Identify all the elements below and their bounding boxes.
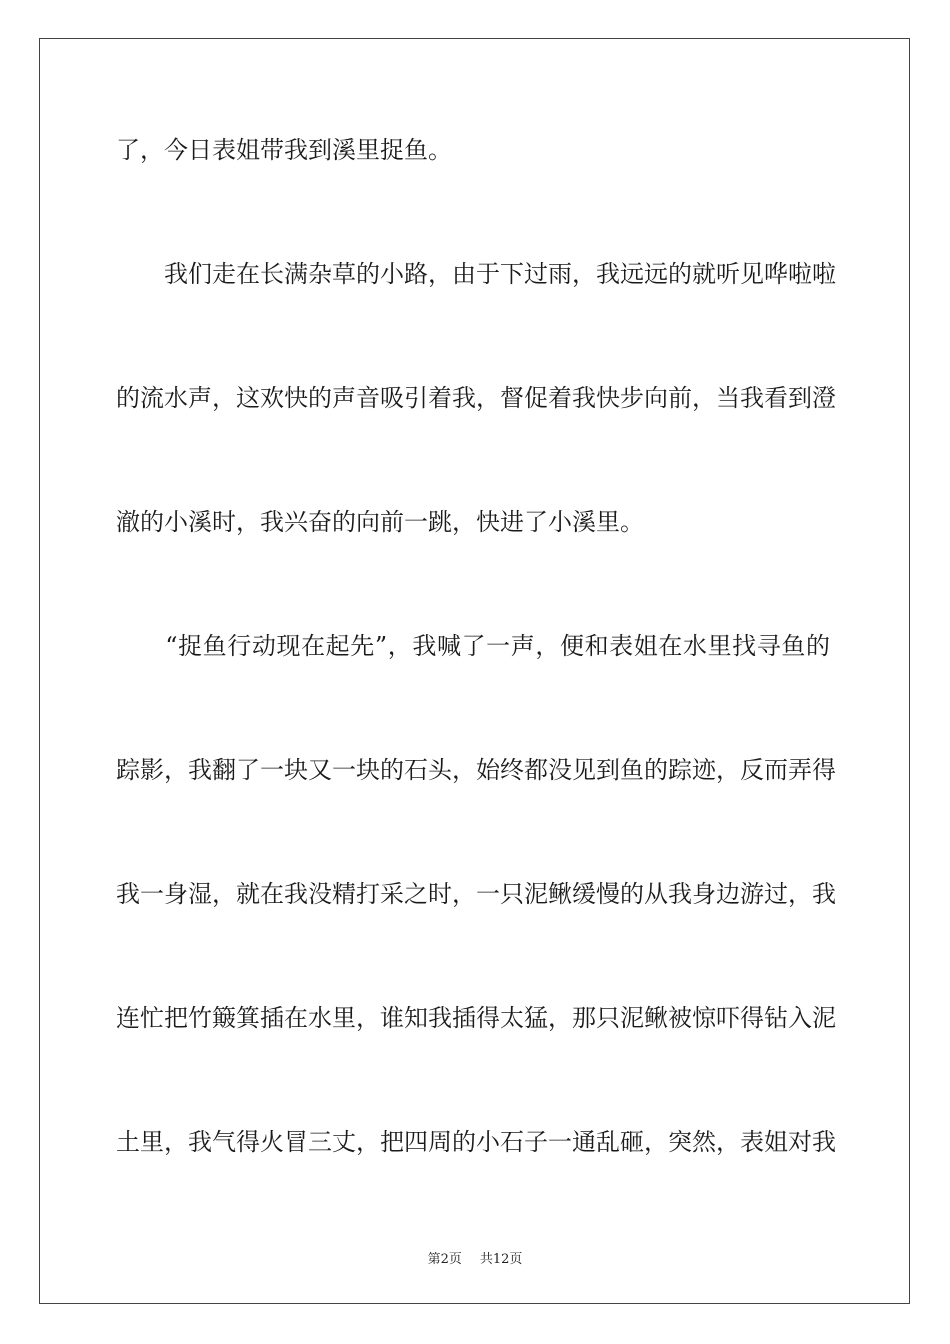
page-total: 共12页	[479, 1252, 523, 1267]
text-line-9: 土里，我气得火冒三丈，把四周的小石子一通乱砸，突然，表姐对我	[116, 1128, 836, 1156]
text-line-8: 连忙把竹簸箕插在水里，谁知我插得太猛，那只泥鳅被惊吓得钻入泥	[116, 1004, 836, 1032]
text-line-6: 踪影，我翻了一块又一块的石头，始终都没见到鱼的踪迹，反而弄得	[116, 756, 836, 784]
text-line-4: 澈的小溪时，我兴奋的向前一跳，快进了小溪里。	[116, 508, 644, 536]
text-line-2: 我们走在长满杂草的小路，由于下过雨，我远远的就听见哗啦啦	[116, 260, 836, 288]
page-frame	[39, 38, 910, 1304]
text-line-3: 的流水声，这欢快的声音吸引着我，督促着我快步向前，当我看到澄	[116, 384, 836, 412]
text-line-5: “捉鱼行动现在起先”，我喊了一声，便和表姐在水里找寻鱼的	[116, 632, 830, 660]
page-footer	[0, 1248, 950, 1267]
page-number: 第2页	[427, 1252, 462, 1267]
text-line-1: 了，今日表姐带我到溪里捉鱼。	[116, 136, 452, 164]
text-line-7: 我一身湿，就在我没精打采之时，一只泥鳅缓慢的从我身边游过，我	[116, 880, 836, 908]
